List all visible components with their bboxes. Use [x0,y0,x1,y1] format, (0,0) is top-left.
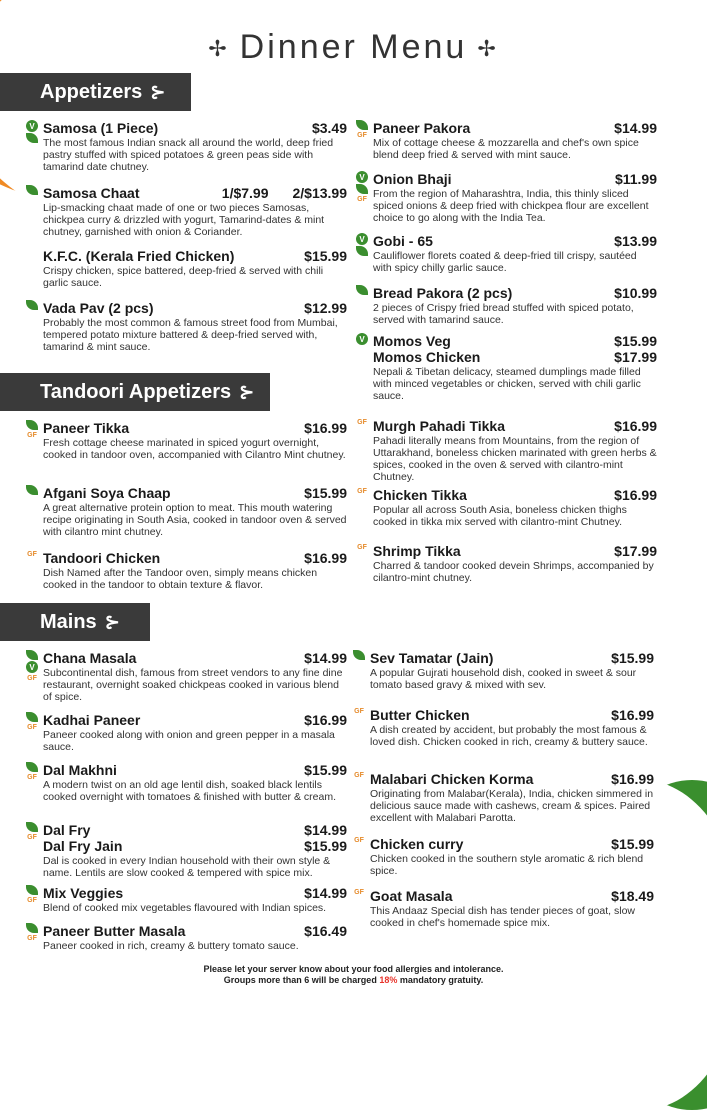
menu-item: GF Paneer Tikka $16.99 Fresh cottage cheese marinated in spiced yogurt overnight, cooked in tandoor oven, accompanied with Cilantro Mint chutney. [27,420,347,461]
vegetarian-leaf-icon [26,822,38,832]
vegetarian-leaf-icon [356,184,368,194]
vegetarian-leaf-icon [356,120,368,130]
ornament-icon: ✢ [208,36,230,62]
menu-item: V Samosa (1 Piece) $3.49 The most famous Indian snack all around the world, deep fried pastry stuffed with spiced potatoes & green peas side with tamarind date chutney. [43,120,347,173]
vegan-icon: V [26,120,38,132]
menu-item: GF Paneer Butter Masala $16.49 Paneer cooked in rich, creamy & buttery tomato sauce. [27,923,347,952]
ornament-icon: ⊱ [150,81,166,102]
gluten-free-icon: GF [357,488,367,495]
menu-item: GF Chicken Tikka $16.99 Popular all across South Asia, boneless chicken thighs cooked in tikka mix served with cilantro-mint Chutney. [357,487,657,528]
vegetarian-leaf-icon [26,300,38,310]
gluten-free-icon: GF [357,196,367,203]
menu-item: Sev Tamatar (Jain) $15.99 A popular Gujrati household dish, cooked in sweet & sour tomato based gravy & mixed with sev. [370,650,654,691]
vegetarian-leaf-icon [26,133,38,143]
ornament-icon: ⊱ [104,611,120,632]
gluten-free-icon: GF [354,772,364,779]
vegetarian-leaf-icon [26,885,38,895]
menu-item: V GF Onion Bhaji $11.99 From the region of Maharashtra, India, this thinly sliced spiced onions & deep fried with chickpea flour are excellent choice to go along with the India Tea. [357,171,657,224]
menu-item: Samosa Chaat 1/$7.99 2/$13.99 Lip-smacking chaat made of one or two pieces Samosas, chickpea curry & drizzled with yogurt, Tamarind-dates & mint chutney, garnished with onion & Coriander. [43,185,347,238]
menu-item: GF Mix Veggies $14.99 Blend of cooked mix vegetables flavoured with Indian spices. [27,885,347,914]
menu-item: V Momos Veg $15.99 Momos Chicken $17.99 Nepali & Tibetan delicacy, steamed dumplings made filled with minced vegetables or chicken, served with chili garlic sauce. [373,333,657,402]
gluten-free-icon: GF [354,708,364,715]
gluten-free-icon: GF [357,132,367,139]
menu-item: GF Malabari Chicken Korma $16.99 Originating from Malabar(Kerala), India, chicken simmered in delicious sauce made with cashews, cream & spices. Paired excellent with Malabari Parotta. [354,771,654,824]
gluten-free-icon: GF [357,544,367,551]
menu-item: Vada Pav (2 pcs) $12.99 Probably the most common & famous street food from Mumbai, tempered potato mixture battered & deep-fried served with, tamarind & mint sauce. [43,300,347,353]
gluten-free-icon: GF [354,837,364,844]
menu-item: V Gobi - 65 $13.99 Cauliflower florets coated & deep-fried till crispy, sautéed with spicy chilly garlic sauce. [373,233,657,274]
vegetarian-leaf-icon [26,712,38,722]
gluten-free-icon: GF [27,724,37,731]
section-appetizers: Appetizers ⊱ [0,73,191,111]
gluten-free-icon: GF [27,675,37,682]
ornament-icon: ✢ [477,36,499,62]
menu-item: GF Tandoori Chicken $16.99 Dish Named after the Tandoor oven, simply means chicken cooked in the tandoor to obtain texture & flavor. [27,550,347,591]
menu-item: K.F.C. (Kerala Fried Chicken) $15.99 Crispy chicken, spice battered, deep-fried & served with chili garlic sauce. [43,248,347,289]
vegetarian-leaf-icon [26,185,38,195]
vegetarian-leaf-icon [26,762,38,772]
menu-item: GF Chicken curry $15.99 Chicken cooked in the southern style aromatic & rich blend spice. [354,836,654,877]
menu-item: V GF Chana Masala $14.99 Subcontinental dish, famous from street vendors to any fine dine restaurant, overnight soaked chickpeas cooked in various blend of spice. [27,650,347,703]
ornament-icon: ⊱ [239,381,255,402]
vegetarian-leaf-icon [26,420,38,430]
gluten-free-icon: GF [357,419,367,426]
vegetarian-leaf-icon [356,246,368,256]
menu-item: GF Kadhai Paneer $16.99 Paneer cooked along with onion and green pepper in a masala sauce. [27,712,347,753]
gluten-free-icon: GF [27,432,37,439]
vegan-icon: V [356,171,368,183]
menu-item: GF Butter Chicken $16.99 A dish created by accident, but probably the most famous & loved dish. Chicken cooked in rich, creamy & buttery sauce. [354,707,654,748]
page-title: ✢ Dinner Menu ✢ [208,28,499,66]
gluten-free-icon: GF [27,834,37,841]
gluten-free-icon: GF [354,889,364,896]
menu-item: GF Murgh Pahadi Tikka $16.99 Pahadi literally means from Mountains, from the region of Uttarakhand, boneless chicken marinated with green herbs & spices, cooked in the oven & served with cilantro-mint Chutney. [357,418,657,483]
vegetarian-leaf-icon [26,923,38,933]
gluten-free-icon: GF [27,551,37,558]
vegetarian-leaf-icon [356,285,368,295]
menu-item: GF Dal Fry $14.99 Dal Fry Jain $15.99 Dal is cooked in every Indian household with their own style & name. Lentils are slow cooked & tempered with spice mix. [27,822,347,879]
gluten-free-icon: GF [27,774,37,781]
allergy-note: Please let your server know about your food allergies and intolerance. [203,964,504,974]
vegan-icon: V [26,661,38,673]
vegan-icon: V [356,233,368,245]
vegetarian-leaf-icon [26,485,38,495]
gratuity-note: Groups more than 6 will be charged 18% mandatory gratuity. [223,975,484,985]
gluten-free-icon: GF [27,897,37,904]
menu-item: Bread Pakora (2 pcs) $10.99 2 pieces of Crispy fried bread stuffed with spiced potato, served with tamarind sauce. [373,285,657,326]
section-mains: Mains ⊱ [0,603,150,641]
menu-item: GF Paneer Pakora $14.99 Mix of cottage cheese & mozzarella and chef's own spice blend deep fried & served with mint sauce. [357,120,657,161]
vegan-icon: V [356,333,368,345]
section-tandoori-appetizers: Tandoori Appetizers ⊱ [0,373,270,411]
menu-item: GF Goat Masala $18.49 This Andaaz Special dish has tender pieces of goat, slow cooked in chef's homemade spice mix. [354,888,654,929]
vegetarian-leaf-icon [353,650,365,660]
vegetarian-leaf-icon [26,650,38,660]
gluten-free-icon: GF [27,935,37,942]
menu-item: GF Shrimp Tikka $17.99 Charred & tandoor cooked devein Shrimps, accompanied by cilantro-mint chutney. [357,543,657,584]
menu-item: GF Dal Makhni $15.99 A modern twist on an old age lentil dish, soaked black lentils cooked overnight with tomatoes & finished with butter & cream. [27,762,347,803]
menu-item: Afgani Soya Chaap $15.99 A great alternative protein option to meat. This mouth watering recipe originating in South Asia, cooked in tandoor oven & served with cilantro mint chutney. [43,485,347,538]
